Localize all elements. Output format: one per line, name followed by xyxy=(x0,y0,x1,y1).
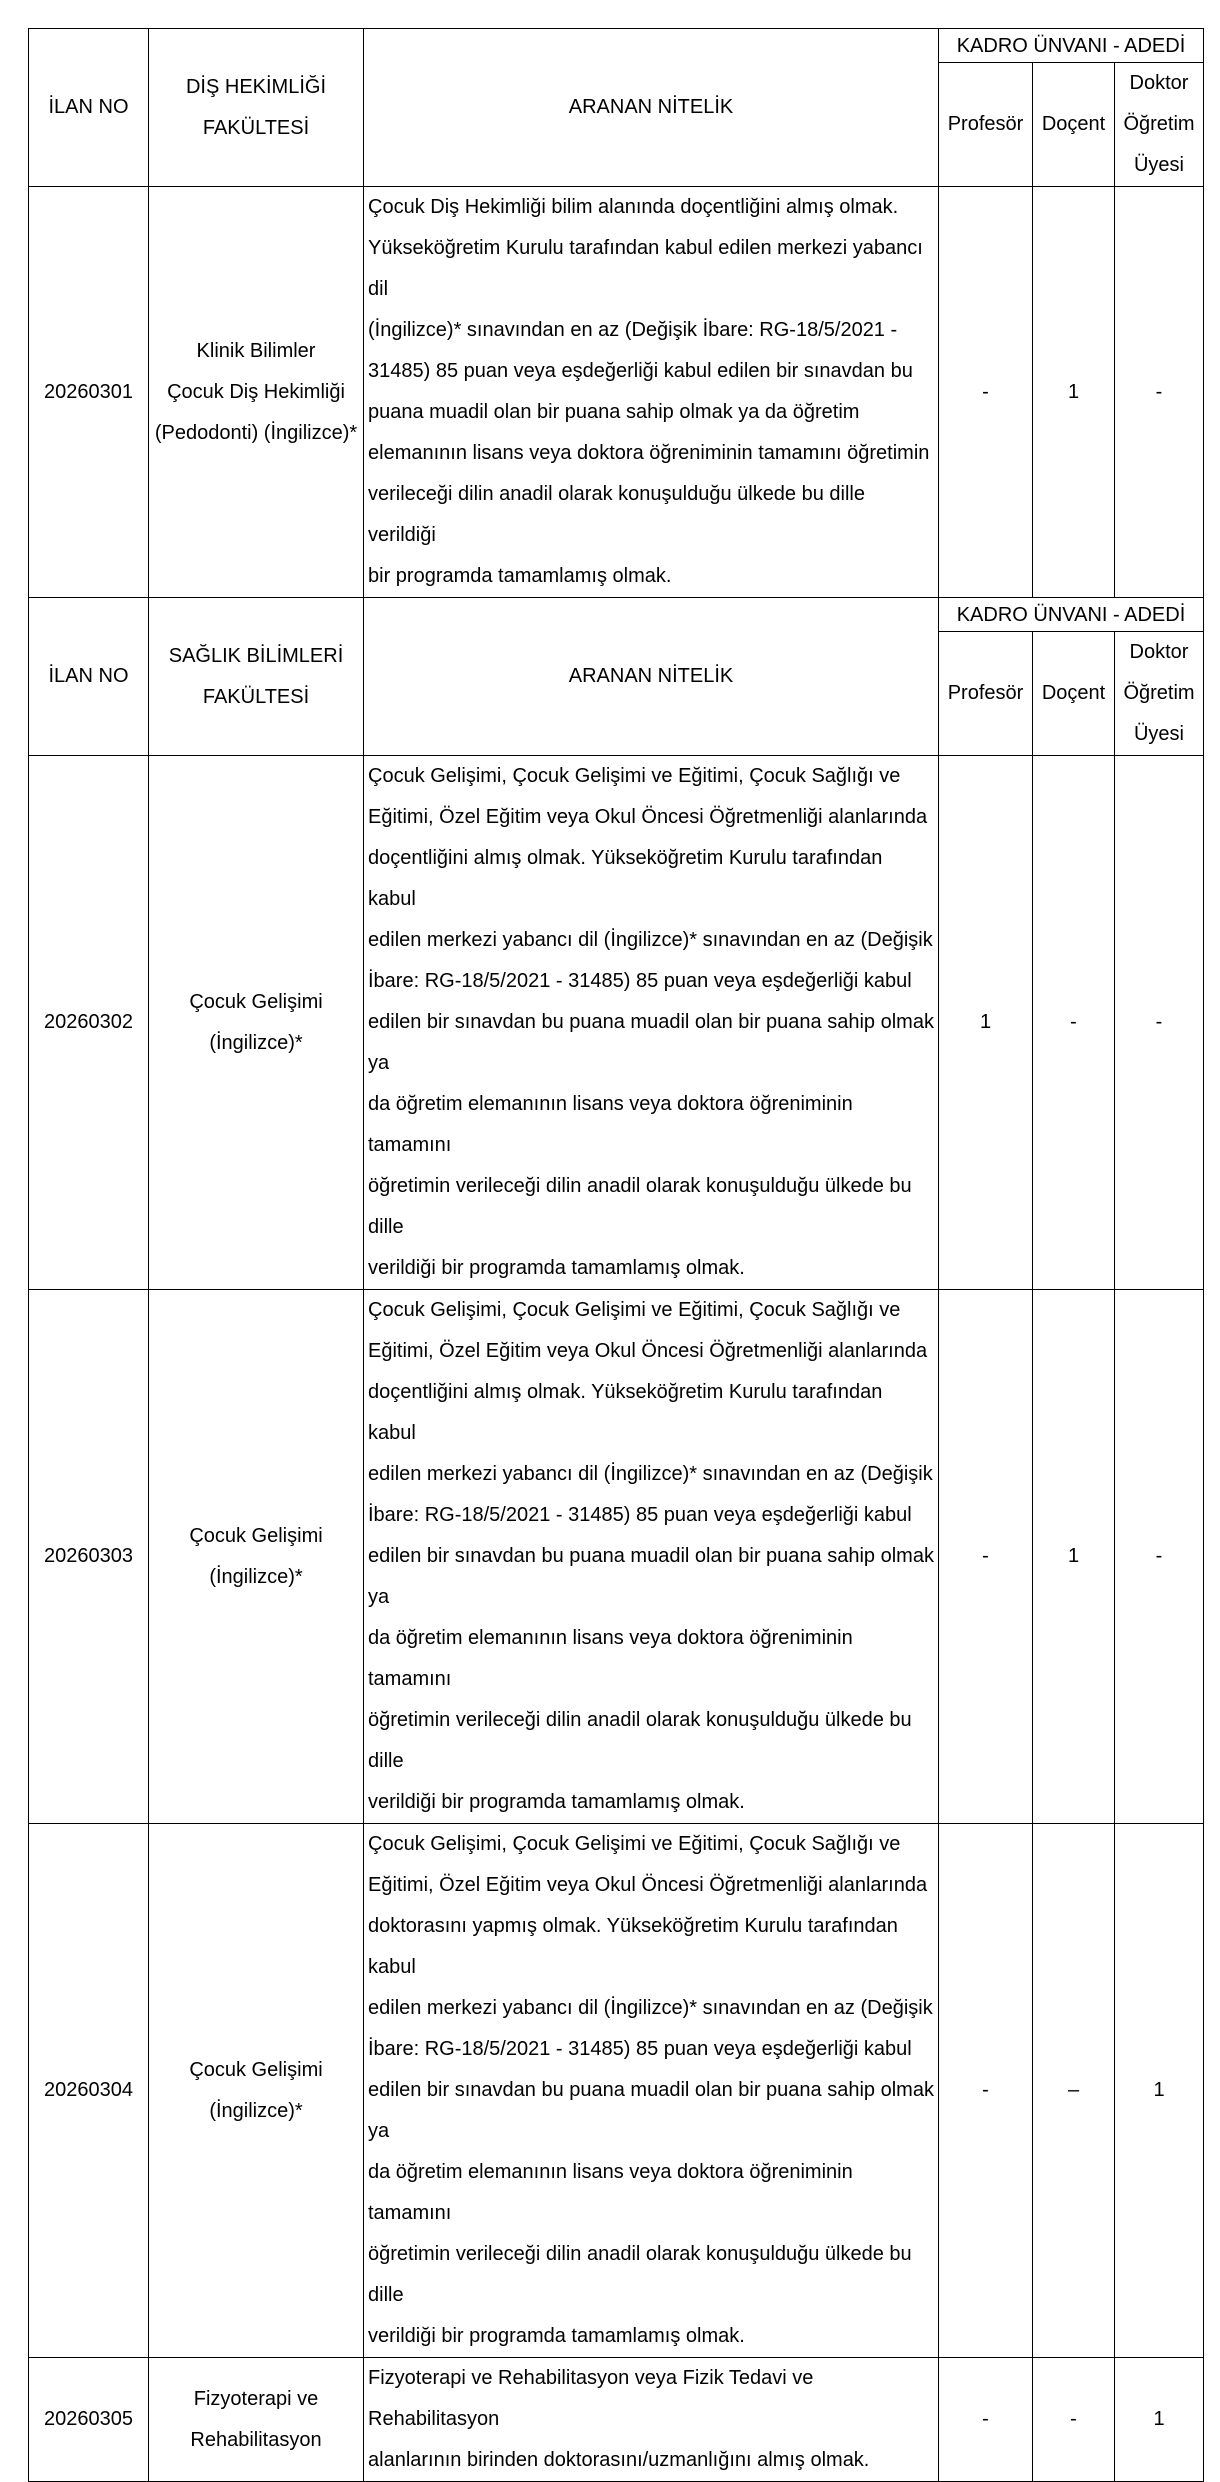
aranan-nitelik-line: edilen merkezi yabancı dil (İngilizce)* sınavından en az (Değişik xyxy=(368,1463,933,1485)
count-profesor: - xyxy=(939,187,1033,598)
aranan-nitelik-line: puana muadil olan bir puana sahip olmak ya da öğretim xyxy=(368,401,860,423)
header-doktor-ogretim-uyesi-line: Öğretim xyxy=(1123,682,1195,704)
aranan-nitelik-line: da öğretim elemanının lisans veya doktora öğreniminin tamamını xyxy=(368,2161,853,2224)
unit-name-line: (İngilizce)* xyxy=(209,1031,303,1054)
aranan-nitelik-line: Fizyoterapi ve Rehabilitasyon veya Fizik Tedavi ve Rehabilitasyon xyxy=(368,2367,814,2430)
aranan-nitelik-line: İbare: RG-18/5/2021 - 31485) 85 puan veya eşdeğerliği kabul xyxy=(368,2038,912,2060)
aranan-nitelik-line: İbare: RG-18/5/2021 - 31485) 85 puan veya eşdeğerliği kabul xyxy=(368,970,912,992)
header-row xyxy=(29,29,1204,63)
aranan-nitelik xyxy=(364,1290,939,1824)
aranan-nitelik-line: da öğretim elemanının lisans veya doktora öğreniminin tamamını xyxy=(368,1627,853,1690)
header-faculty-line: DİŞ HEKİMLİĞİ xyxy=(185,75,327,98)
aranan-nitelik-line: edilen merkezi yabancı dil (İngilizce)* sınavından en az (Değişik xyxy=(368,1997,933,2019)
aranan-nitelik-line: doçentliğini almış olmak. Yükseköğretim Kurulu tarafından kabul xyxy=(368,847,883,910)
count-doktor-ogretim-uyesi: - xyxy=(1115,756,1204,1290)
table-row xyxy=(29,756,1204,1290)
aranan-nitelik-line: 31485) 85 puan veya eşdeğerliği kabul edilen bir sınavdan bu xyxy=(368,360,913,382)
count-profesor: - xyxy=(939,2358,1033,2482)
unit-name-line: Çocuk Gelişimi xyxy=(189,2058,323,2081)
aranan-nitelik-line: (İngilizce)* sınavından en az (Değişik İbare: RG-18/5/2021 - xyxy=(368,319,898,341)
aranan-nitelik-line: edilen merkezi yabancı dil (İngilizce)* sınavından en az (Değişik xyxy=(368,929,933,951)
unit-name-line: (İngilizce)* xyxy=(209,2099,303,2122)
header-doktor-ogretim-uyesi-line: Üyesi xyxy=(1133,723,1184,745)
unit-name-line: Çocuk Gelişimi xyxy=(189,1524,323,1547)
header-ilan-no: İLAN NO xyxy=(29,598,149,756)
count-profesor: 1 xyxy=(939,756,1033,1290)
count-docent: – xyxy=(1033,1824,1115,2358)
table-row xyxy=(29,1824,1204,2358)
header-aranan-nitelik: ARANAN NİTELİK xyxy=(364,29,939,187)
aranan-nitelik-line: öğretimin verileceği dilin anadil olarak konuşulduğu ülkede bu dille xyxy=(368,1709,912,1772)
aranan-nitelik-line: Çocuk Gelişimi, Çocuk Gelişimi ve Eğitimi, Çocuk Sağlığı ve xyxy=(368,765,901,787)
unit-name-line: Çocuk Gelişimi xyxy=(189,990,323,1013)
header-doktor-ogretim-uyesi xyxy=(1115,632,1204,756)
header-doktor-ogretim-uyesi-line: Doktor xyxy=(1129,72,1189,94)
unit-name-line: Rehabilitasyon xyxy=(190,2428,322,2451)
header-faculty xyxy=(149,29,364,187)
aranan-nitelik-line: bir programda tamamlamış olmak. xyxy=(368,565,672,587)
header-profesor: Profesör xyxy=(939,63,1033,187)
unit-name-line: Fizyoterapi ve xyxy=(193,2387,319,2410)
header-row xyxy=(29,598,1204,632)
aranan-nitelik-line: elemanının lisans veya doktora öğreniminin tamamını öğretimin xyxy=(368,442,930,464)
aranan-nitelik-line: verildiği bir programda tamamlamış olmak. xyxy=(368,1791,745,1813)
aranan-nitelik xyxy=(364,187,939,598)
header-faculty xyxy=(149,598,364,756)
count-docent: 1 xyxy=(1033,187,1115,598)
unit-name xyxy=(149,187,364,598)
aranan-nitelik xyxy=(364,1824,939,2358)
aranan-nitelik-line: doktorasını yapmış olmak. Yükseköğretim Kurulu tarafından kabul xyxy=(368,1915,898,1978)
aranan-nitelik-line: öğretimin verileceği dilin anadil olarak konuşulduğu ülkede bu dille xyxy=(368,1175,912,1238)
unit-name xyxy=(149,1290,364,1824)
aranan-nitelik-line: Eğitimi, Özel Eğitim veya Okul Öncesi Öğretmenliği alanlarında xyxy=(368,1340,928,1362)
table-row xyxy=(29,2358,1204,2482)
unit-name-line: Çocuk Diş Hekimliği xyxy=(167,380,345,403)
aranan-nitelik-line: Yükseköğretim Kurulu tarafından kabul edilen merkezi yabancı dil xyxy=(368,237,923,300)
header-kadro-unvani: KADRO ÜNVANI - ADEDİ xyxy=(939,598,1204,632)
unit-name-line: (İngilizce)* xyxy=(209,1565,303,1588)
header-profesor: Profesör xyxy=(939,632,1033,756)
unit-name-line: Klinik Bilimler xyxy=(196,339,316,362)
count-doktor-ogretim-uyesi: - xyxy=(1115,187,1204,598)
aranan-nitelik-line: Çocuk Gelişimi, Çocuk Gelişimi ve Eğitimi, Çocuk Sağlığı ve xyxy=(368,1833,901,1855)
aranan-nitelik-line: alanlarının birinden doktorasını/uzmanlığını almış olmak. xyxy=(368,2449,870,2471)
aranan-nitelik-line: doçentliğini almış olmak. Yükseköğretim Kurulu tarafından kabul xyxy=(368,1381,883,1444)
header-faculty-line: FAKÜLTESİ xyxy=(202,685,310,708)
aranan-nitelik-line: Eğitimi, Özel Eğitim veya Okul Öncesi Öğretmenliği alanlarında xyxy=(368,1874,928,1896)
header-doktor-ogretim-uyesi-line: Üyesi xyxy=(1133,154,1184,176)
count-doktor-ogretim-uyesi: 1 xyxy=(1115,1824,1204,2358)
count-doktor-ogretim-uyesi: 1 xyxy=(1115,2358,1204,2482)
aranan-nitelik-line: verileceği dilin anadil olarak konuşulduğu ülkede bu dille verildiği xyxy=(368,483,865,546)
count-docent: - xyxy=(1033,2358,1115,2482)
positions-table xyxy=(28,28,1204,2482)
ilan-no: 20260303 xyxy=(29,1290,149,1824)
table-row xyxy=(29,187,1204,598)
aranan-nitelik-line: Çocuk Diş Hekimliği bilim alanında doçentliğini almış olmak. xyxy=(368,196,899,218)
table-row xyxy=(29,1290,1204,1824)
aranan-nitelik-line: edilen bir sınavdan bu puana muadil olan bir puana sahip olmak ya xyxy=(368,1545,934,1608)
count-profesor: - xyxy=(939,1290,1033,1824)
count-docent: 1 xyxy=(1033,1290,1115,1824)
aranan-nitelik-line: öğretimin verileceği dilin anadil olarak konuşulduğu ülkede bu dille xyxy=(368,2243,912,2306)
header-doktor-ogretim-uyesi-line: Doktor xyxy=(1129,641,1189,663)
header-docent: Doçent xyxy=(1033,63,1115,187)
ilan-no: 20260305 xyxy=(29,2358,149,2482)
ilan-no: 20260302 xyxy=(29,756,149,1290)
aranan-nitelik-line: edilen bir sınavdan bu puana muadil olan bir puana sahip olmak ya xyxy=(368,2079,934,2142)
header-kadro-unvani: KADRO ÜNVANI - ADEDİ xyxy=(939,29,1204,63)
aranan-nitelik-line: edilen bir sınavdan bu puana muadil olan bir puana sahip olmak ya xyxy=(368,1011,934,1074)
aranan-nitelik xyxy=(364,2358,939,2482)
aranan-nitelik-line: da öğretim elemanının lisans veya doktora öğreniminin tamamını xyxy=(368,1093,853,1156)
aranan-nitelik-line: Çocuk Gelişimi, Çocuk Gelişimi ve Eğitimi, Çocuk Sağlığı ve xyxy=(368,1299,901,1321)
header-docent: Doçent xyxy=(1033,632,1115,756)
unit-name xyxy=(149,756,364,1290)
unit-name-line: (Pedodonti) (İngilizce)* xyxy=(154,421,358,444)
header-faculty-line: FAKÜLTESİ xyxy=(202,116,310,139)
unit-name xyxy=(149,2358,364,2482)
aranan-nitelik-line: Eğitimi, Özel Eğitim veya Okul Öncesi Öğretmenliği alanlarında xyxy=(368,806,928,828)
ilan-no: 20260304 xyxy=(29,1824,149,2358)
aranan-nitelik xyxy=(364,756,939,1290)
positions-table-body xyxy=(29,29,1204,2482)
header-ilan-no: İLAN NO xyxy=(29,29,149,187)
aranan-nitelik-line: verildiği bir programda tamamlamış olmak. xyxy=(368,2325,745,2347)
aranan-nitelik-line: İbare: RG-18/5/2021 - 31485) 85 puan veya eşdeğerliği kabul xyxy=(368,1504,912,1526)
header-faculty-line: SAĞLIK BİLİMLERİ xyxy=(168,644,344,667)
count-docent: - xyxy=(1033,756,1115,1290)
header-doktor-ogretim-uyesi xyxy=(1115,63,1204,187)
count-profesor: - xyxy=(939,1824,1033,2358)
unit-name xyxy=(149,1824,364,2358)
count-doktor-ogretim-uyesi: - xyxy=(1115,1290,1204,1824)
header-aranan-nitelik: ARANAN NİTELİK xyxy=(364,598,939,756)
aranan-nitelik-line: verildiği bir programda tamamlamış olmak. xyxy=(368,1257,745,1279)
ilan-no: 20260301 xyxy=(29,187,149,598)
header-doktor-ogretim-uyesi-line: Öğretim xyxy=(1123,113,1195,135)
